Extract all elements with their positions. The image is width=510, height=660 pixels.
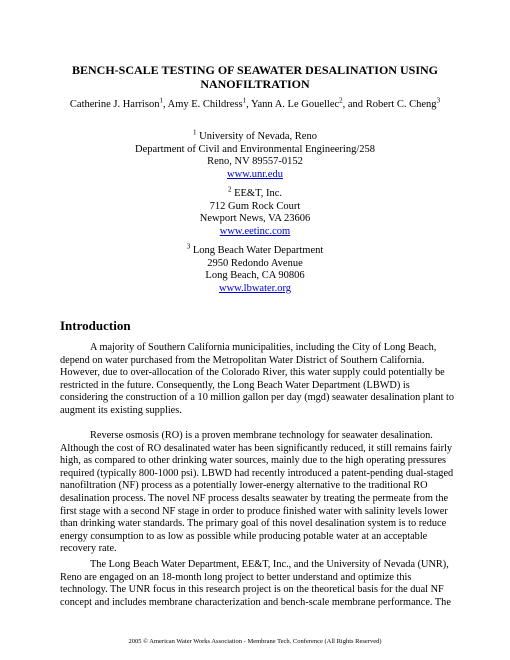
paragraph-line: considering the construction of a 10 million gallon per day (mgd) seawater desalination plant to <box>60 392 455 404</box>
paragraph-line: Reno are engaged on an 18-month long project to better understand and optimize this <box>60 571 412 583</box>
paragraph-line: desalination process. The novel NF process desalts seawater by treating the permeate from the <box>60 492 449 504</box>
affiliation-marker: 1 <box>193 128 197 137</box>
author-affiliation-marker: 2 <box>339 96 343 105</box>
affiliation-line: 2950 Redondo Avenue <box>207 257 303 269</box>
author-separator: , <box>162 99 168 110</box>
author-separator: , <box>246 99 251 110</box>
author-separator: , and <box>342 99 366 110</box>
paragraph-line: nanofiltration (NF) process as a potentially lower-energy alternative to the traditional RO <box>60 480 428 492</box>
title-line: BENCH-SCALE TESTING OF SEAWATER DESALINATION USING <box>72 63 438 77</box>
paragraph-line: energy consumption to as low as possible while producing potable water at an acceptable <box>60 530 428 542</box>
affiliation-line: Department of Civil and Environmental Engineering/258 <box>135 143 375 155</box>
paragraph-line: required (typically 800-1000 psi). LBWD had recently introduced a patent-pending dual-staged <box>60 467 454 479</box>
paragraph-line: concept and includes membrane characterization and bench-scale membrane performance. The <box>60 596 451 608</box>
affiliation-line: 712 Gum Rock Court <box>209 200 301 212</box>
paragraph-line: first stage with a second NF stage in order to produce finished water with salinity levels lower <box>60 505 448 517</box>
paragraph <box>60 430 454 556</box>
affiliation-line: Newport News, VA 23606 <box>199 213 311 224</box>
paper-title <box>60 63 450 91</box>
paragraph <box>60 559 451 609</box>
affiliation-block <box>80 128 430 181</box>
paragraph-line: augment its existing supplies. <box>60 404 182 416</box>
author-name: Catherine J. Harrison <box>69 99 160 110</box>
author-name: Robert C. Cheng <box>365 99 437 110</box>
affiliation-link[interactable]: www.lbwater.org <box>218 282 292 294</box>
affiliation-line: Long Beach, CA 90806 <box>205 270 305 281</box>
affiliation-line: Long Beach Water Department <box>192 245 324 256</box>
affiliation-marker: 3 <box>186 242 191 251</box>
paragraph-line: technology. The UNR focus in this research project is on the theoretical basis for the dual NF <box>60 584 444 596</box>
paragraph-line: high, as compared to other drinking water sources, mainly due to the high operating pressures <box>60 455 447 467</box>
author-affiliation-marker: 1 <box>242 96 247 105</box>
paragraph-line: The Long Beach Water Department, EE&T, Inc., and the University of Nevada (UNR), <box>90 559 449 570</box>
title-line: NANOFILTRATION <box>200 77 310 91</box>
paragraph-line: Although the cost of RO desalinated water has been significantly reduced, it still remains fairly <box>60 442 453 454</box>
paragraph-line: Reverse osmosis (RO) is a proven membrane technology for seawater desalination. <box>90 430 433 441</box>
paragraph-line: restricted in the future. Consequently, the Long Beach Water Department (LBWD) is <box>60 379 410 391</box>
page-footer: 2005 © American Water Works Association - Membrane Tech. Conference (All Rights Reserved) <box>128 638 382 645</box>
author-name: Yann A. Le Gouellec <box>250 99 340 110</box>
author-affiliation-marker: 3 <box>436 96 441 105</box>
affiliation-block <box>80 185 430 238</box>
affiliation-line: EE&T, Inc. <box>234 188 283 199</box>
affiliation-line: Reno, NV 89557-0152 <box>207 156 303 167</box>
author-affiliation-marker: 1 <box>159 96 163 105</box>
paragraph-line: However, due to over-allocation of the Colorado River, this water supply could potentially be <box>60 367 445 379</box>
affiliation-marker: 2 <box>227 185 232 194</box>
author-name: Amy E. Childress <box>167 99 243 110</box>
paragraph <box>60 342 455 418</box>
paragraph-line: than drinking water standards. The primary goal of this novel desalination system is to reduce <box>60 518 447 530</box>
author-list <box>40 98 470 111</box>
paragraph-line: recovery rate. <box>60 543 117 555</box>
paragraph-line: depend on water purchased from the Metropolitan Water District of Southern California. <box>60 354 425 366</box>
affiliation-block <box>80 242 430 295</box>
affiliation-link[interactable]: www.eetinc.com <box>219 225 291 237</box>
paragraph-line: A majority of Southern California municipalities, including the City of Long Beach, <box>90 342 437 353</box>
affiliation-link[interactable]: www.unr.edu <box>227 168 283 180</box>
section-heading: Introduction <box>60 318 131 333</box>
affiliation-line: University of Nevada, Reno <box>199 131 317 142</box>
